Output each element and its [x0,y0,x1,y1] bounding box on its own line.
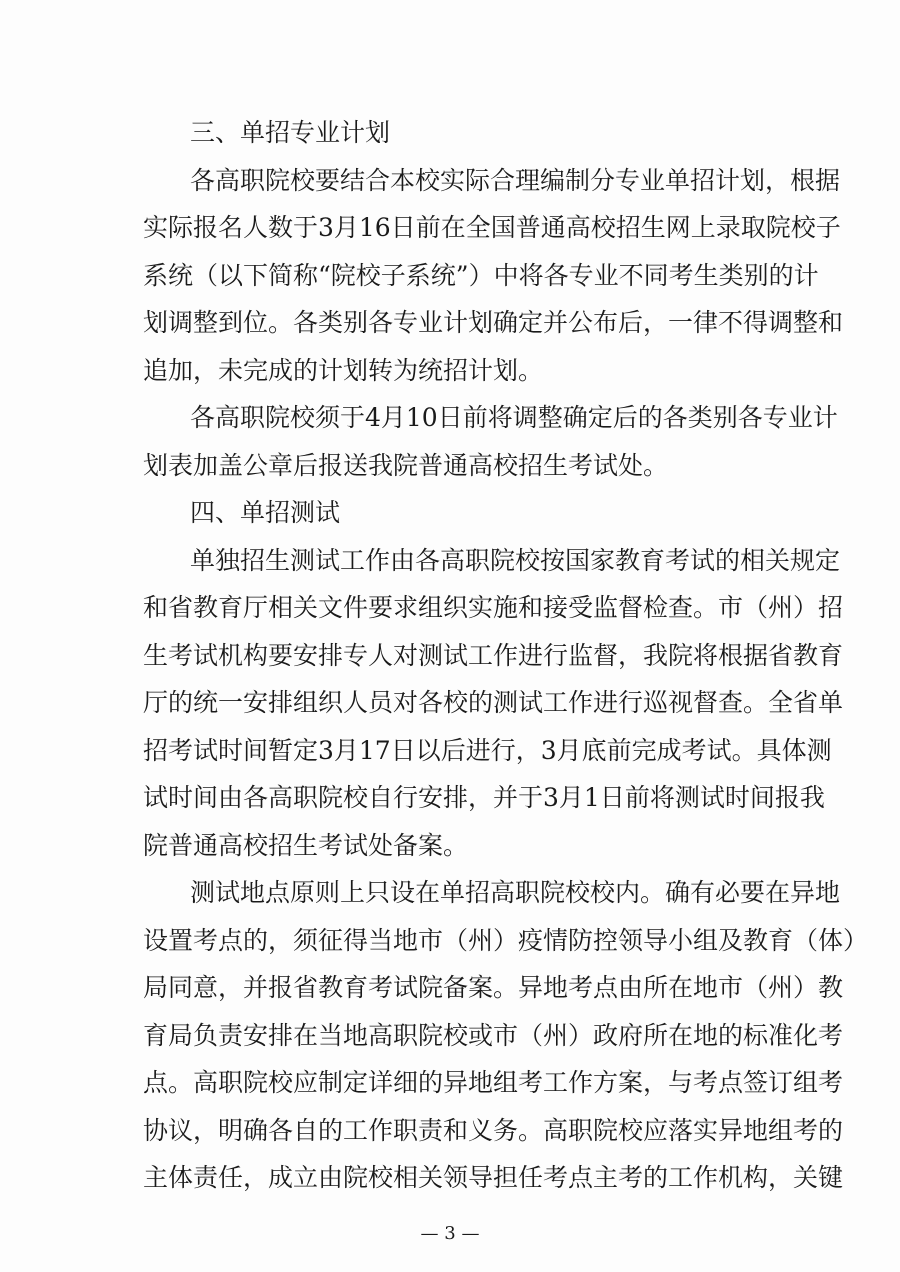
paragraph-line: 划调整到位。各类别各专业计划确定并公布后，一律不得调整和 [143,308,844,337]
paragraph-line: 测试地点原则上只设在单招高职院校校内。确有必要在异地 [190,878,841,907]
page-number: — 3 — [420,1222,480,1244]
paragraph-line: 生考试机构要安排专人对测试工作进行监督，我院将根据省教育 [143,640,844,670]
section-heading-3: 三、单招专业计划 [190,118,391,147]
paragraph-line: 实际报名人数于3月16日前在全国普通高校招生网上录取院校子 [143,213,841,242]
paragraph-line: 追加，未完成的计划转为统招计划。 [143,355,544,385]
paragraph-line: 主体责任，成立由院校相关领导担任考点主考的工作机构，关键 [143,1163,844,1192]
paragraph-line: 各高职院校须于4月10日前将调整确定后的各类别各专业计 [190,403,838,432]
paragraph-line: 各高职院校要结合本校实际合理编制分专业单招计划，根据 [190,165,841,195]
paragraph-line: 单独招生测试工作由各高职院校按国家教育考试的相关规定 [190,545,841,575]
paragraph-line: 设置考点的，须征得当地市（州）疫情防控领导小组及教育（体） [143,925,869,955]
paragraph-line: 局同意，并报省教育考试院备案。异地考点由所在地市（州）教 [143,973,844,1002]
paragraph-line: 和省教育厅相关文件要求组织实施和接受监督检查。市（州）招 [143,593,844,622]
paragraph-line: 点。高职院校应制定详细的异地组考工作方案，与考点签订组考 [143,1068,844,1097]
paragraph-line: 厅的统一安排组织人员对各校的测试工作进行巡视督查。全省单 [143,688,844,717]
paragraph-line: 系统（以下简称“院校子系统”）中将各专业不同考生类别的计 [143,260,819,290]
section-heading-4: 四、单招测试 [190,498,341,527]
paragraph-line: 育局负责安排在当地高职院校或市（州）政府所在地的标准化考 [143,1020,844,1050]
paragraph-line: 协议，明确各自的工作职责和义务。高职院校应落实异地组考的 [143,1115,844,1145]
paragraph-line: 划表加盖公章后报送我院普通高校招生考试处。 [143,450,669,480]
paragraph-line: 试时间由各高职院校自行安排，并于3月1日前将测试时间报我 [143,783,825,812]
paragraph-line: 院普通高校招生考试处备案。 [143,830,469,860]
paragraph-line: 招考试时间暂定3月17日以后进行，3月底前完成考试。具体测 [143,735,832,765]
